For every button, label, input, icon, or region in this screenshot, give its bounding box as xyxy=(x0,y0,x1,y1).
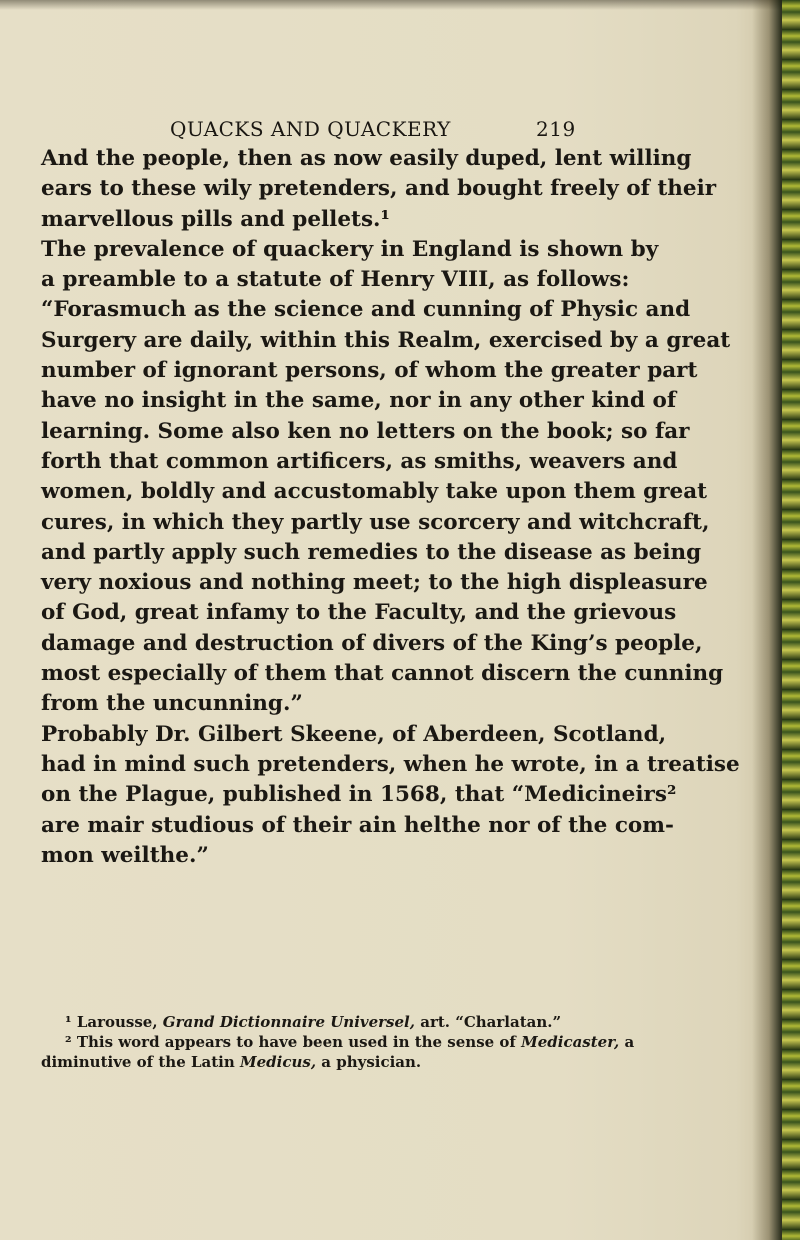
text-line: most especially of them that cannot discern the cunning xyxy=(41,661,724,687)
text-line: had in mind such pretenders, when he wrote, in a treatise xyxy=(41,751,740,777)
footnote-marker: ² xyxy=(65,1033,72,1051)
text-line: and partly apply such remedies to the disease as being xyxy=(41,539,702,565)
text-line: women, boldly and accustomably take upon them great xyxy=(41,479,708,505)
footnote-title: Grand Dictionnaire Universel, xyxy=(162,1013,415,1031)
text-line: of God, great infamy to the Faculty, and the grievous xyxy=(41,600,677,626)
footnote-1 xyxy=(41,1012,586,1032)
text-line: ears to these wily pretenders, and bought freely of their xyxy=(41,176,717,202)
text-line: are mair studious of their ain helthe nor of the com- xyxy=(41,812,674,838)
text-line: cures, in which they partly use scorcery and witchcraft, xyxy=(41,509,710,535)
text-line: Surgery are daily, within this Realm, exercised by a great xyxy=(41,327,731,353)
text-line: damage and destruction of divers of the King’s people, xyxy=(41,630,703,656)
text-line: learning. Some also ken no letters on the book; so far xyxy=(41,418,690,444)
footnote-text: diminutive of the Latin xyxy=(41,1053,235,1071)
text-line: marvellous pills and pellets.¹ xyxy=(41,206,390,232)
footnote-2-continued xyxy=(41,1052,586,1072)
running-title: QUACKS AND QUACKERY xyxy=(170,117,451,141)
footnote-text: art. “Charlatan.” xyxy=(420,1013,562,1031)
text-line: And the people, then as now easily duped, lent willing xyxy=(41,146,692,171)
text-line: The prevalence of quackery in England is shown by xyxy=(41,236,659,262)
footnotes xyxy=(41,1012,635,1072)
text-line: very noxious and nothing meet; to the high displeasure xyxy=(41,570,708,596)
text-line: number of ignorant persons, of whom the greater part xyxy=(41,358,698,384)
text-line: from the uncunning.” xyxy=(41,691,303,717)
text-line: forth that common artificers, as smiths, weavers and xyxy=(41,448,678,474)
footnote-text: This word appears to have been used in the sense of xyxy=(76,1033,516,1051)
footnote-text: a physician. xyxy=(321,1053,422,1071)
footnote-latin: Medicus, xyxy=(240,1053,317,1071)
footnote-text: Larousse, xyxy=(76,1013,158,1031)
binding-edge xyxy=(782,0,800,1240)
text-line: on the Plague, published in 1568, that “Medicineirs² xyxy=(41,782,677,808)
text-line: a preamble to a statute of Henry VIII, as follows: xyxy=(41,267,630,293)
body-text xyxy=(41,144,740,871)
text-line: Probably Dr. Gilbert Skeene, of Aberdeen, Scotland, xyxy=(41,721,667,747)
footnote-marker: ¹ xyxy=(65,1013,72,1031)
footnote-term: Medicaster, xyxy=(521,1033,620,1051)
text-line: “Forasmuch as the science and cunning of Physic and xyxy=(41,297,691,323)
page-number: 219 xyxy=(536,117,576,141)
text-line: have no insight in the same, nor in any other kind of xyxy=(41,388,677,414)
page-top-shadow xyxy=(0,0,800,10)
text-line: mon weilthe.” xyxy=(41,842,209,868)
footnote-2 xyxy=(41,1032,635,1052)
footnote-text: a xyxy=(624,1033,635,1051)
